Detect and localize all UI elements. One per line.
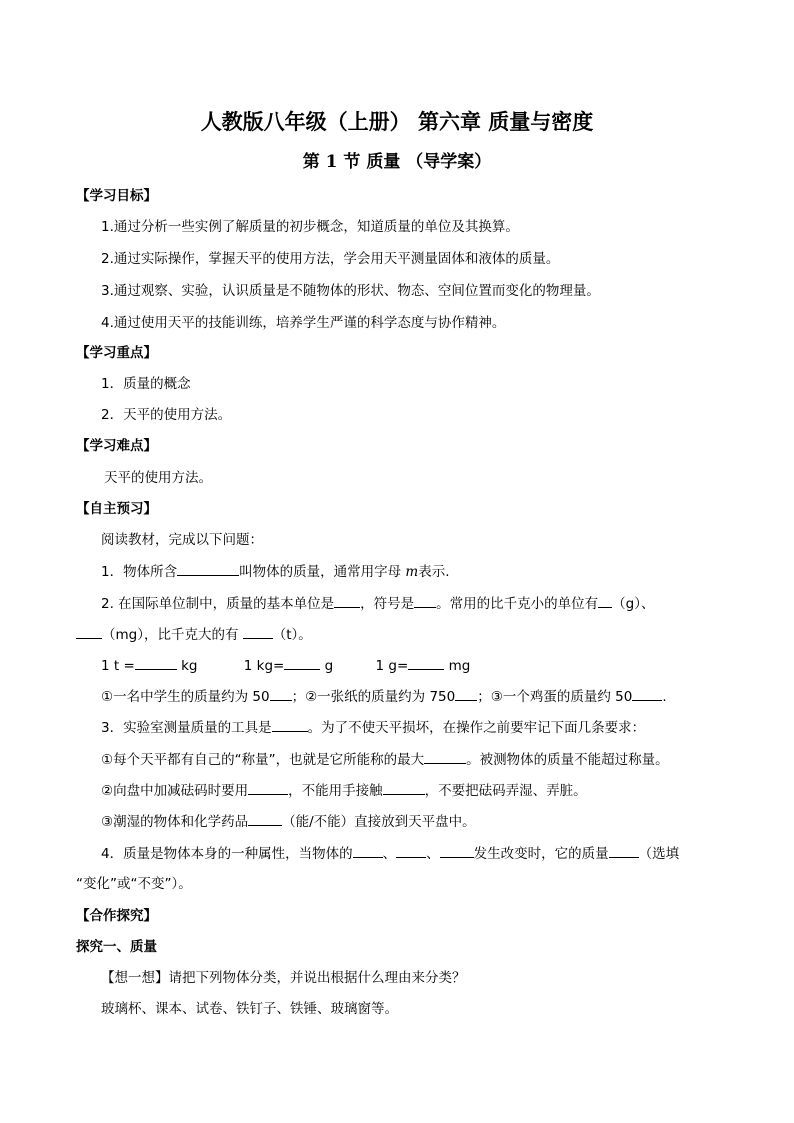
estimation-line: ①一名中学生的质量约为 50 ；②一张纸的质量约为 750 ；③一个鸡蛋的质量约 50 . (101, 689, 667, 705)
answer-blank[interactable] (248, 781, 288, 795)
answer-blank[interactable] (408, 656, 444, 670)
think-prompt: 【想一想】请把下列物体分类，并说出根据什么理由来分类？ (101, 970, 466, 986)
answer-blank[interactable] (76, 625, 102, 639)
answer-blank[interactable] (609, 844, 639, 858)
goal-item: 3.通过观察、实验，认识质量是不随物体的形状、物态、空间位置而变化的物理量。 (101, 283, 600, 299)
answer-blank[interactable] (272, 718, 308, 732)
goal-item: 4.通过使用天平的技能训练，培养学生严谨的科学态度与协作精神。 (101, 315, 506, 331)
goal-item: 1.通过分析一些实例了解质量的初步概念，知道质量的单位及其换算。 (101, 219, 519, 235)
answer-blank[interactable] (383, 781, 425, 795)
explore-subheading: 探究一、质量 (76, 939, 157, 955)
goal-item: 2.通过实际操作，掌握天平的使用方法，学会用天平测量固体和液体的质量。 (101, 251, 560, 267)
rule-1: ①每个天平都有自己的“称量”，也就是它所能称的最大 。被测物体的质量不能超过称量。 (101, 752, 669, 768)
answer-blank[interactable] (440, 844, 474, 858)
document-title: 人教版八年级（上册） 第六章 质量与密度 (200, 109, 594, 134)
goals-heading: 【学习目标】 (76, 188, 157, 204)
answer-blank[interactable] (598, 594, 612, 608)
answer-blank[interactable] (424, 750, 466, 764)
question-3: 3．实验室测量质量的工具是 。为了不使天平损坏，在操作之前要牢记下面几条要求： (101, 720, 646, 736)
question-1: 1．物体所含 叫物体的质量，通常用字母 m表示. (101, 564, 450, 580)
key-item: 1．质量的概念 (101, 376, 191, 392)
question-4-cont: “变化”或“不变”）。 (76, 876, 192, 892)
preview-intro: 阅读教材，完成以下问题： (101, 532, 263, 548)
question-2: 2. 在国际单位制中，质量的基本单位是 ，符号是 。常用的比千克小的单位有 （g）、 (101, 596, 655, 612)
answer-blank[interactable] (248, 812, 282, 826)
question-4: 4．质量是物体本身的一种属性，当物体的 、 、 发生改变时，它的质量 （选填 (101, 846, 680, 862)
key-heading: 【学习重点】 (76, 345, 157, 361)
difficulty-heading: 【学习难点】 (76, 438, 157, 454)
answer-blank[interactable] (334, 594, 360, 608)
rule-2: ②向盘中加减砝码时要用 ，不能用手接触 ，不要把砝码弄湿、弄脏。 (101, 783, 587, 799)
answer-blank[interactable] (632, 687, 662, 701)
answer-blank[interactable] (396, 844, 426, 858)
answer-blank[interactable] (243, 625, 273, 639)
object-list: 玻璃杯、课本、试卷、铁钉子、铁锤、玻璃窗等。 (101, 1001, 398, 1017)
answer-blank[interactable] (353, 844, 383, 858)
answer-blank[interactable] (270, 687, 292, 701)
answer-blank[interactable] (414, 594, 436, 608)
key-item: 2．天平的使用方法。 (101, 407, 232, 423)
answer-blank[interactable] (177, 562, 239, 576)
difficulty-text: 天平的使用方法。 (104, 470, 212, 486)
answer-blank[interactable] (284, 656, 320, 670)
preview-heading: 【自主预习】 (76, 501, 157, 517)
answer-blank[interactable] (135, 656, 177, 670)
rule-3: ③潮湿的物体和化学药品 （能/不能）直接放到天平盘中。 (101, 814, 476, 830)
explore-heading: 【合作探究】 (76, 908, 157, 924)
answer-blank[interactable] (455, 687, 477, 701)
question-2-cont: （mg），比千克大的有 （t）。 (76, 625, 312, 644)
unit-conversions: 1 t = kg 1 kg= g 1 g= mg (101, 658, 471, 674)
document-subtitle: 第 1 节 质量 （导学案） (302, 152, 492, 172)
